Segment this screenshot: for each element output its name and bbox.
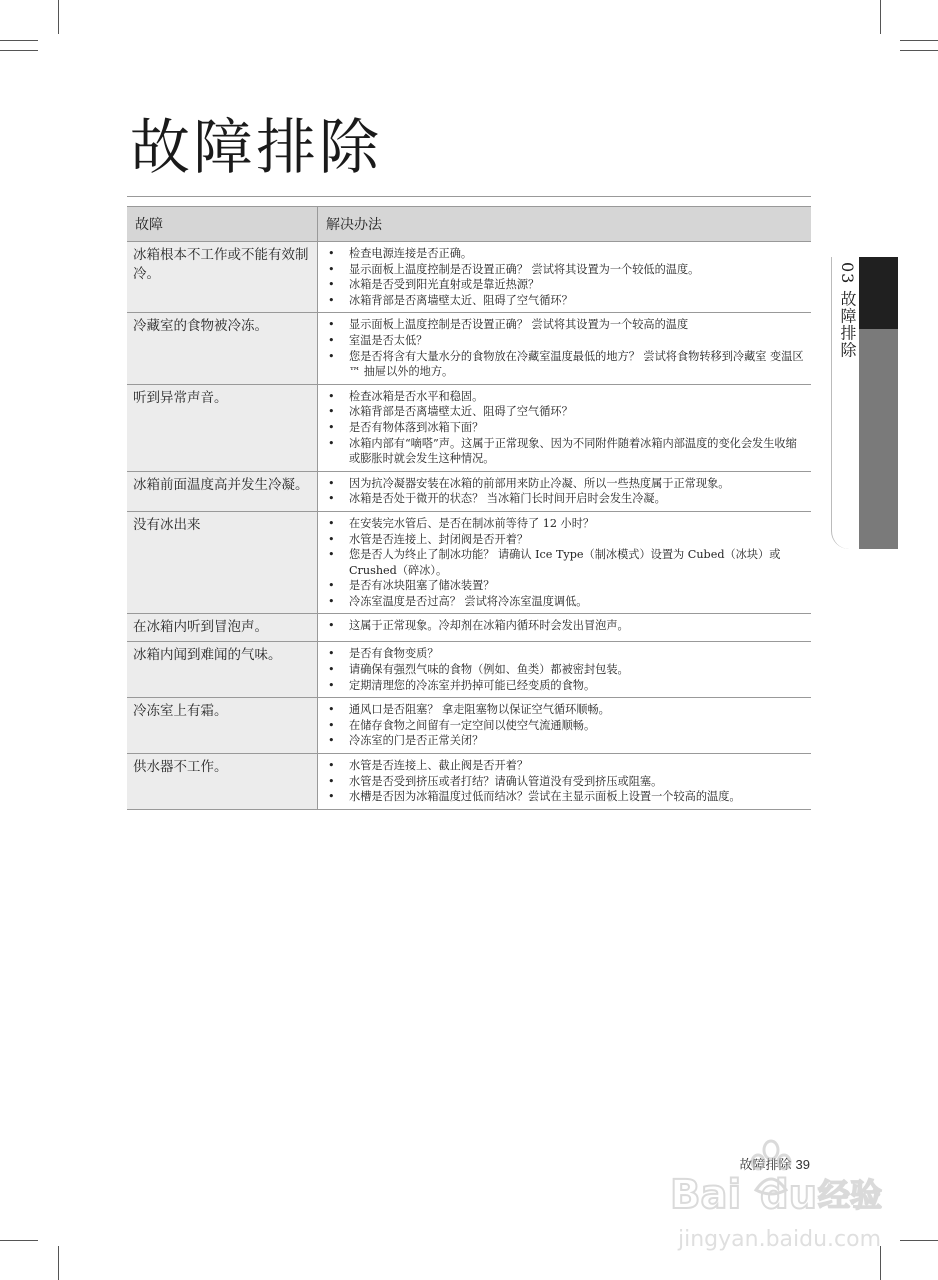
solution-item: • 因为抗冷凝器安装在冰箱的前部用来防止冷凝、所以一些热度属于正常现象。 (324, 476, 805, 492)
crop-mark (58, 0, 59, 34)
crop-mark (880, 0, 881, 34)
crop-mark (0, 40, 38, 41)
solution-item: • 冰箱背部是否离墙壁太近、阻碍了空气循环？ (324, 404, 805, 420)
table-row (127, 384, 811, 471)
solution-item: • 检查电源连接是否正确。 (324, 246, 805, 262)
solution-item: • 冷冻室温度是否过高？ 尝试将冷冻室温度调低。 (324, 594, 805, 610)
table-row (127, 471, 811, 511)
solution-list (324, 516, 805, 610)
crop-mark (0, 50, 38, 51)
solution-item: • 冰箱是否处于微开的状态？ 当冰箱门长时间开启时会发生冷凝。 (324, 491, 805, 507)
header-fault: 故障 (127, 207, 318, 242)
baidu-watermark-logo (668, 1138, 888, 1268)
solution-item: • 定期清理您的冷冻室并扔掉可能已经变质的食物。 (324, 678, 805, 694)
solution-list (324, 646, 805, 693)
title-divider (127, 196, 811, 197)
svg-text:经验: 经验 (818, 1176, 883, 1214)
solution-list (324, 389, 805, 467)
chapter-tab-label: 03 故障排除 (838, 262, 857, 359)
solution-item: • 通风口是否阻塞？ 拿走阻塞物以保证空气循环顺畅。 (324, 702, 805, 718)
fault-cell: 听到异常声音。 (127, 384, 318, 471)
page-number: 39 (795, 1157, 810, 1172)
table-row (127, 242, 811, 313)
svg-text:Bai: Bai (670, 1172, 742, 1218)
solution-item: • 是否有冰块阻塞了储冰装置？ (324, 578, 805, 594)
solution-list (324, 246, 805, 308)
header-solution: 解决办法 (318, 207, 812, 242)
solution-cell (318, 313, 812, 384)
fault-cell: 冰箱内闻到难闻的气味。 (127, 642, 318, 698)
solution-list (324, 317, 805, 379)
fault-cell: 冷藏室的食物被冷冻。 (127, 313, 318, 384)
table-row (127, 614, 811, 642)
fault-cell: 没有冰出来 (127, 511, 318, 614)
solution-item: • 冰箱内部有“嘀嗒”声。这属于正常现象、因为不同附件随着冰箱内部温度的变化会发生收缩或膨胀时就会发生这种情况。 (324, 436, 805, 467)
solution-list (324, 476, 805, 507)
solution-item: • 这属于正常现象。冷却剂在冰箱内循环时会发出冒泡声。 (324, 618, 805, 634)
solution-cell (318, 642, 812, 698)
table-row (127, 698, 811, 754)
solution-list (324, 618, 805, 634)
solution-item: • 您是否将含有大量水分的食物放在冷藏室温度最低的地方？ 尝试将食物转移到冷藏室 变温区™ 抽屉以外的地方。 (324, 349, 805, 380)
table-row (127, 754, 811, 810)
solution-item: • 是否有物体落到冰箱下面？ (324, 420, 805, 436)
crop-mark (0, 1240, 38, 1241)
solution-item: • 冷冻室的门是否正常关闭？ (324, 733, 805, 749)
solution-item: • 水槽是否因为冰箱温度过低而结冰？尝试在主显示面板上设置一个较高的温度。 (324, 789, 805, 805)
chapter-tab-marker (859, 257, 898, 329)
crop-mark (900, 1240, 938, 1241)
fault-cell: 冰箱根本不工作或不能有效制冷。 (127, 242, 318, 313)
table-header-row (127, 207, 811, 242)
fault-cell: 冷冻室上有霜。 (127, 698, 318, 754)
solution-item: • 您是否人为终止了制冰功能？ 请确认 Ice Type（制冰模式）设置为 Cubed（冰块）或 Crushed（碎冰）。 (324, 547, 805, 578)
crop-mark (58, 1246, 59, 1280)
chapter-tab-bar (859, 329, 898, 549)
fault-cell: 冰箱前面温度高并发生冷凝。 (127, 471, 318, 511)
solution-item: • 室温是否太低？ (324, 333, 805, 349)
footer-section: 故障排除 (739, 1157, 792, 1172)
troubleshooting-table (127, 206, 811, 810)
solution-cell (318, 242, 812, 313)
solution-item: • 在储存食物之间留有一定空间以使空气流通顺畅。 (324, 718, 805, 734)
solution-cell (318, 511, 812, 614)
solution-item: • 显示面板上温度控制是否设置正确？ 尝试将其设置为一个较高的温度 (324, 317, 805, 333)
table-row (127, 642, 811, 698)
solution-item: • 显示面板上温度控制是否设置正确？ 尝试将其设置为一个较低的温度。 (324, 262, 805, 278)
table-row (127, 313, 811, 384)
solution-item: • 是否有食物变质？ (324, 646, 805, 662)
solution-item: • 请确保有强烈气味的食物（例如、鱼类）都被密封包装。 (324, 662, 805, 678)
solution-item: • 水管是否受到挤压或者打结？请确认管道没有受到挤压或阻塞。 (324, 774, 805, 790)
solution-list (324, 702, 805, 749)
svg-text:jingyan.baidu.com: jingyan.baidu.com (678, 1227, 882, 1252)
crop-mark (900, 50, 938, 51)
solution-item: • 冰箱是否受到阳光直射或是靠近热源？ (324, 277, 805, 293)
solution-cell (318, 614, 812, 642)
solution-item: • 水管是否连接上、截止阀是否开着？ (324, 758, 805, 774)
svg-text:du: du (760, 1172, 818, 1218)
solution-cell (318, 698, 812, 754)
solution-item: • 检查冰箱是否水平和稳固。 (324, 389, 805, 405)
page-title: 故障排除 (130, 113, 382, 183)
fault-cell: 供水器不工作。 (127, 754, 318, 810)
crop-mark (900, 40, 938, 41)
solution-cell (318, 384, 812, 471)
solution-list (324, 758, 805, 805)
fault-cell: 在冰箱内听到冒泡声。 (127, 614, 318, 642)
solution-cell (318, 754, 812, 810)
solution-cell (318, 471, 812, 511)
solution-item: • 在安装完水管后、是否在制冰前等待了 12 小时？ (324, 516, 805, 532)
solution-item: • 水管是否连接上、封闭阀是否开着？ (324, 532, 805, 548)
solution-item: • 冰箱背部是否离墙壁太近、阻碍了空气循环？ (324, 293, 805, 309)
table-row (127, 511, 811, 614)
